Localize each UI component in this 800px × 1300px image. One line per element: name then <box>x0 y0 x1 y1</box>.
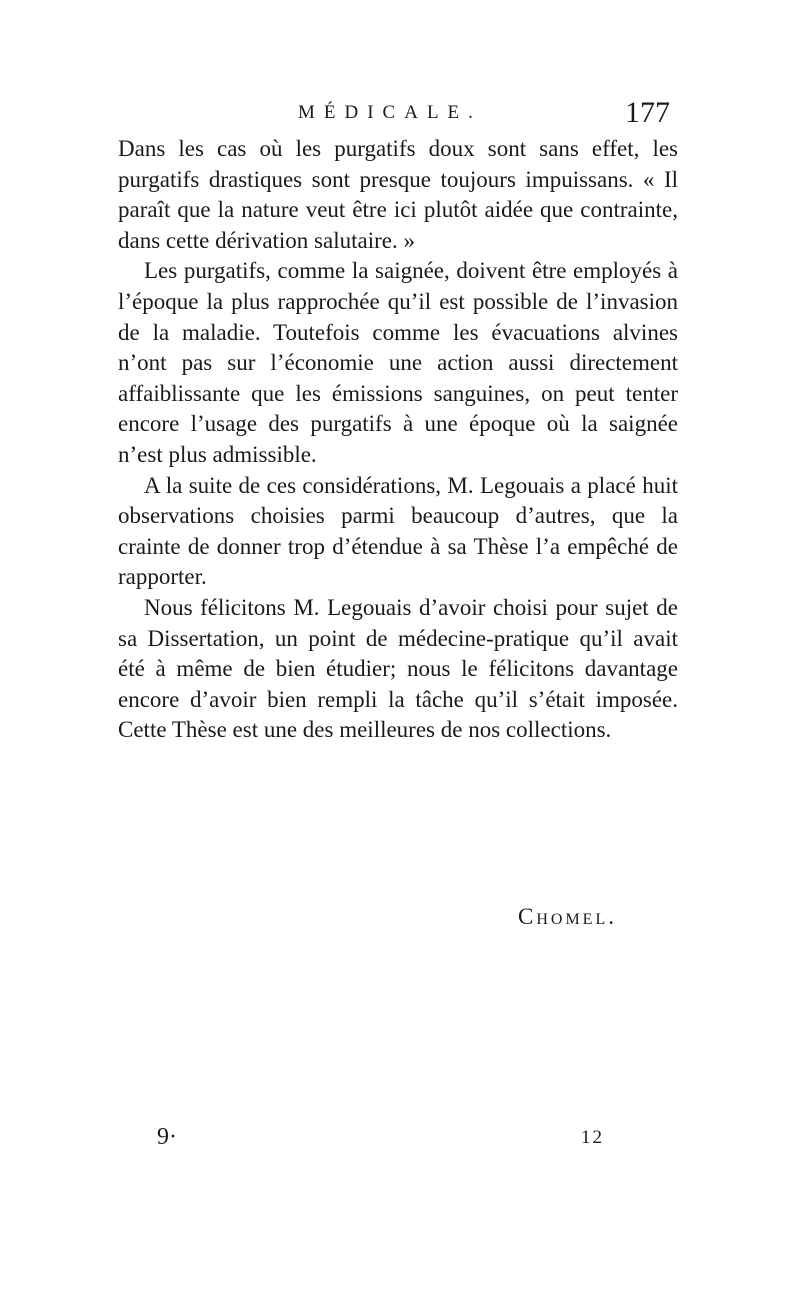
body-text <box>118 134 678 746</box>
catchword: 12 <box>581 1127 604 1148</box>
paragraph-1: Dans les cas où les purgatifs doux sont sans effet, les purgatifs drastiques sont presque toujours impuissans. « Il paraît que la nature veut être ici plutôt aidée que contrainte, dans cette dérivation salutaire. » <box>118 136 678 253</box>
paragraph-3: A la suite de ces considérations, M. Legouais a placé huit observations choisies parmi beaucoup d’autres, que la crainte de donner trop d’étendue à sa Thèse l’a empêché de rapporter. <box>118 472 678 590</box>
gathering-signature-mark: 9· <box>157 1124 177 1150</box>
running-head <box>0 96 800 132</box>
paragraph-4: Nous félicitons M. Legouais d’avoir choisi pour sujet de sa Dissertation, un point de médecine-pratique qu’il avait été à même de bien étudier; nous le félicitons davantage encore d’avoir bien rempli la tâche qu’il s’était imposée. Cette Thèse est une des meilleures de nos collections. <box>118 594 678 743</box>
author-signature: Chomel. <box>518 904 617 929</box>
page-number: 177 <box>625 96 670 129</box>
running-title: MÉDICALE. <box>298 102 482 123</box>
paragraph-2: Les purgatifs, comme la saignée, doivent être employés à l’époque la plus rapprochée qu’il est possible de l’invasion de la maladie. Toutefois comme les évacuations alvines n’ont pas sur l’économie une action aussi directement affaiblissante que les émissions sanguines, on peut tenter encore l’usage des purgatifs à une époque où la saignée n’est plus admissible. <box>118 258 678 467</box>
